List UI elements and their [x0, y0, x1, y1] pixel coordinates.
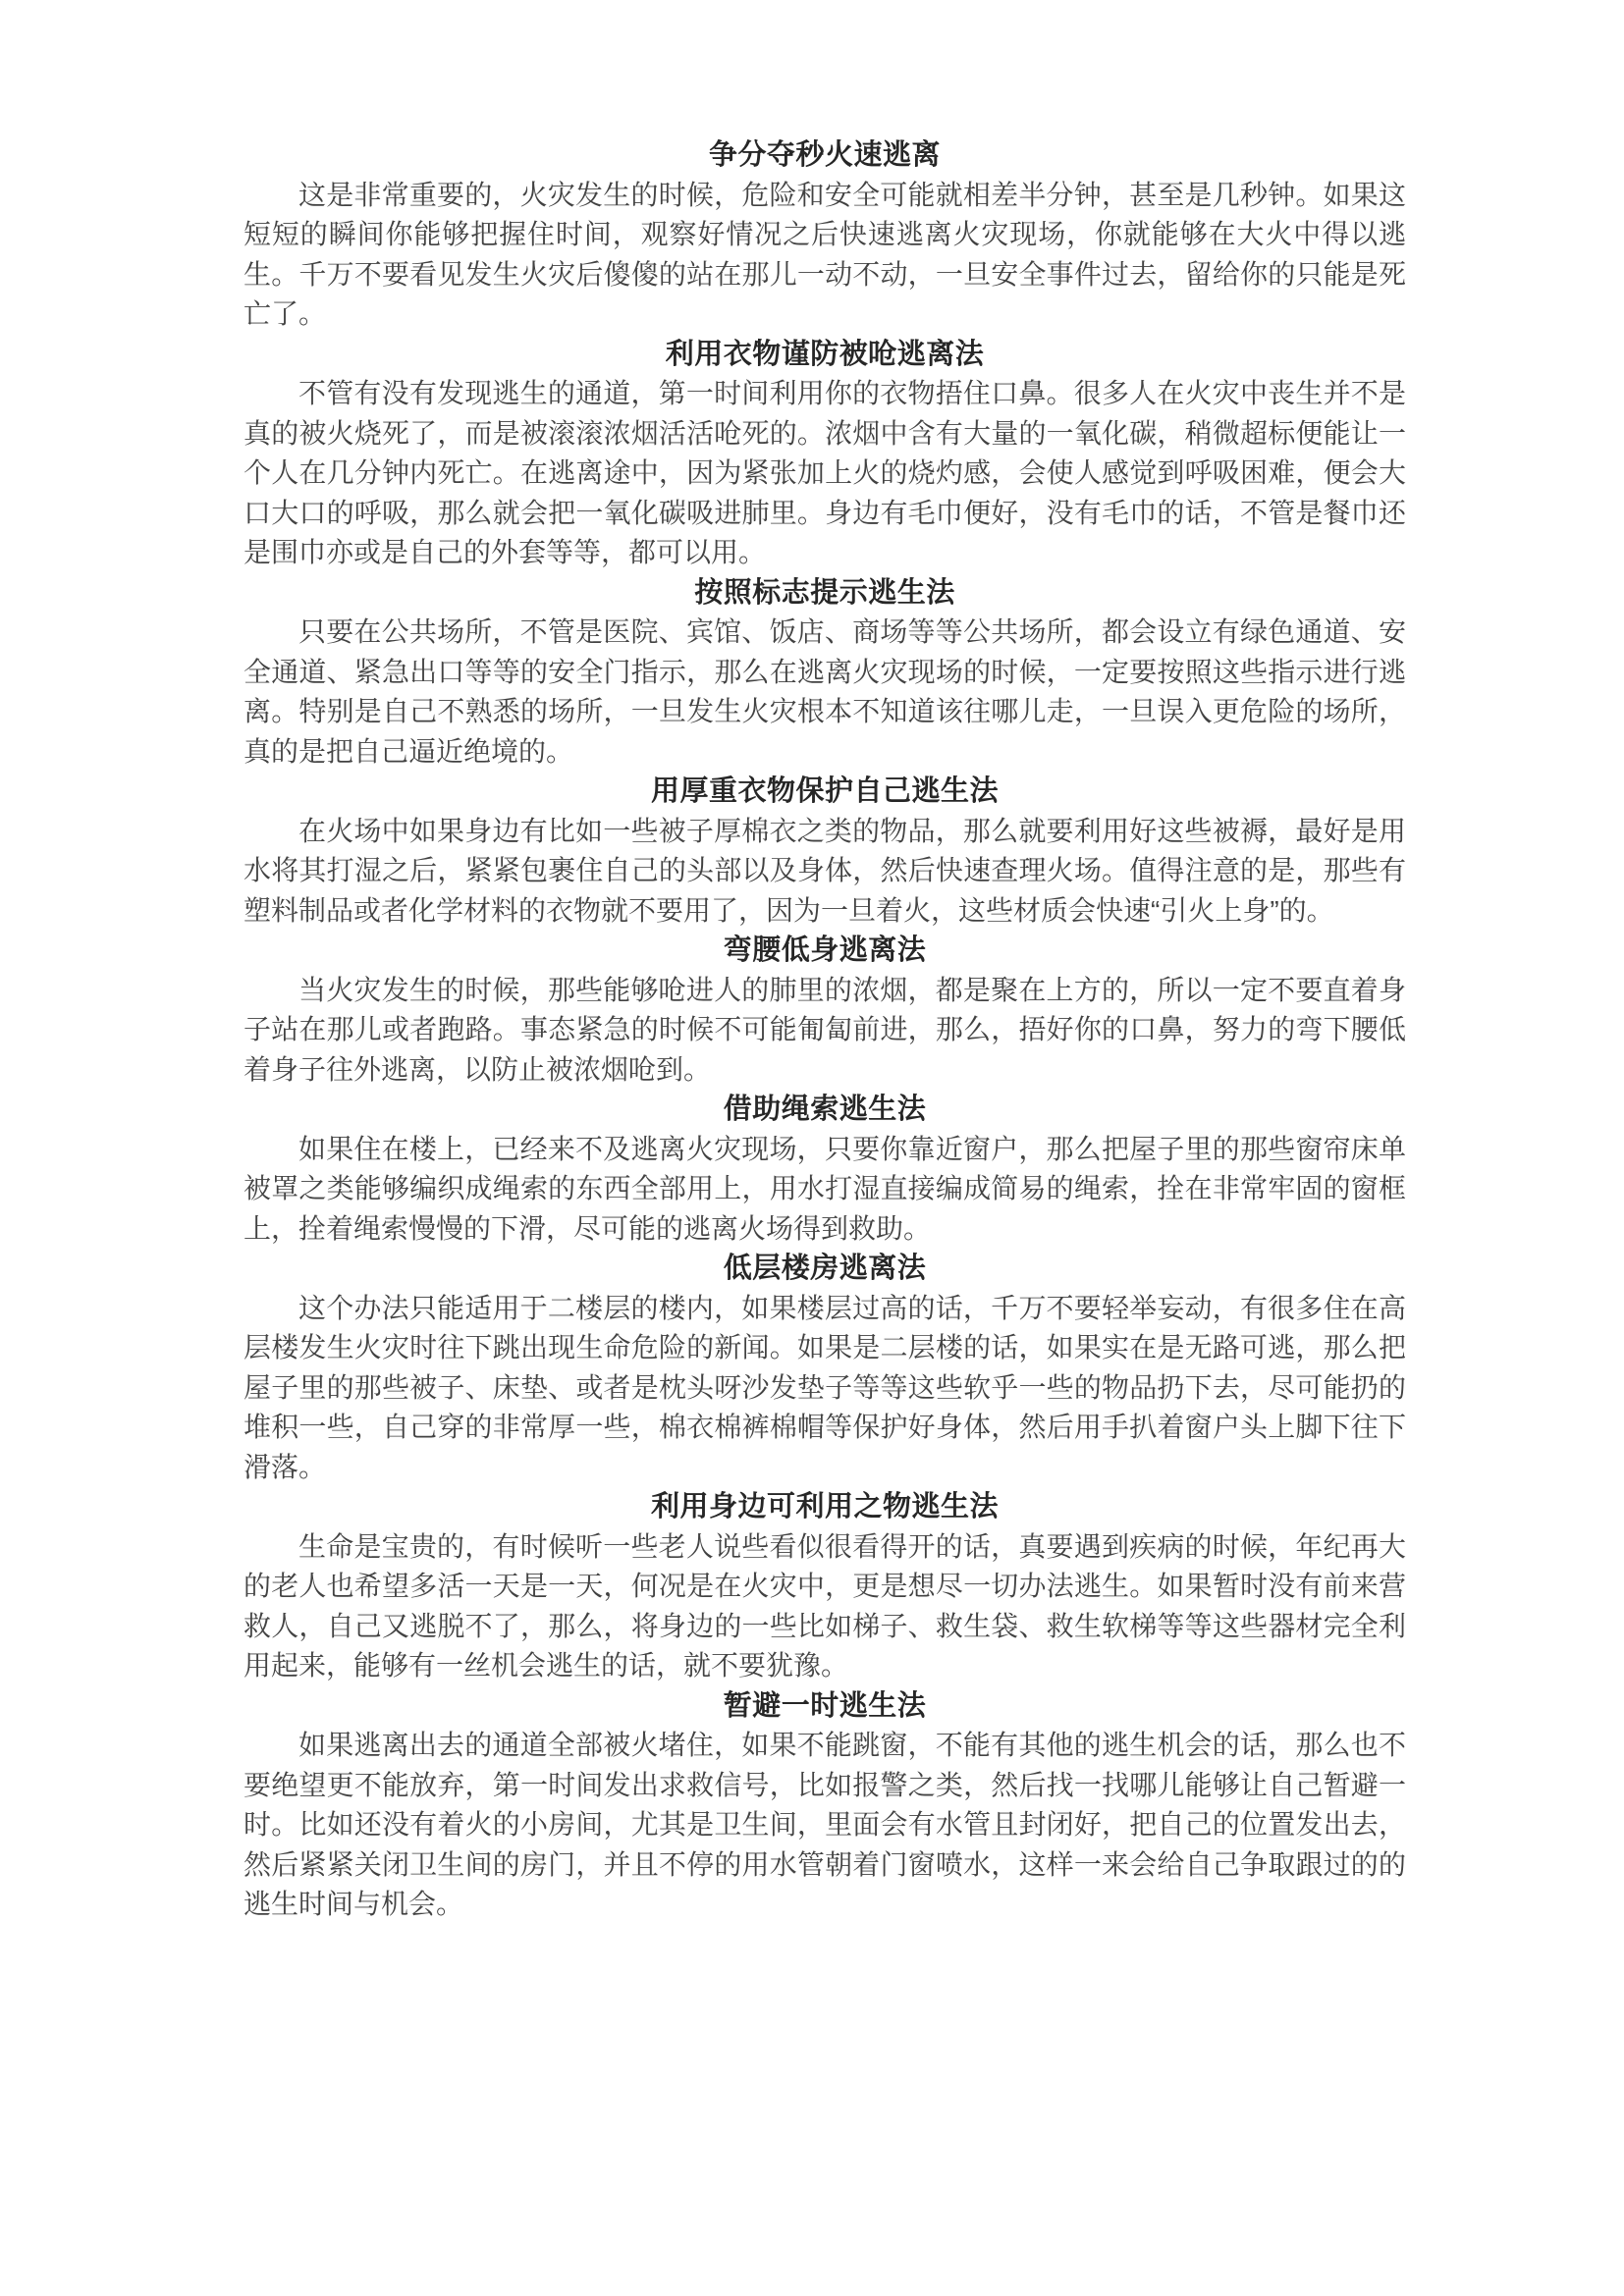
section-paragraph: 在火场中如果身边有比如一些被子厚棉衣之类的物品，那么就要利用好这些被褥，最好是用水将其打湿之后，紧紧包裹住自己的头部以及身体，然后快速查理火场。值得注意的是，那些有塑料制品或者化学材料的衣物就不要用了，因为一旦着火，这些材质会快速“引火上身”的。 — [244, 815, 1406, 926]
section — [244, 931, 1406, 1090]
section — [244, 573, 1406, 773]
section-heading: 借助绳索逃生法 — [723, 1094, 927, 1125]
section-paragraph: 只要在公共场所，不管是医院、宾馆、饭店、商场等等公共场所，都会设立有绿色通道、安全通道、紧急出口等等的安全门指示，那么在逃离火灾现场的时候，一定要按照这些指示进行逃离。特别是自己不熟悉的场所，一旦发生火灾根本不知道该往哪儿走，一旦误入更危险的场所，真的是把自己逼近绝境的。 — [244, 616, 1406, 767]
section — [244, 135, 1406, 335]
section-heading: 争分夺秒火速逃离 — [708, 139, 941, 171]
section — [244, 335, 1406, 573]
section — [244, 1686, 1406, 1925]
section-paragraph: 当火灾发生的时候，那些能够呛进人的肺里的浓烟，都是聚在上方的，所以一定不要直着身子站在那儿或者跑路。事态紧急的时候不可能匍匐前进，那么，捂好你的口鼻，努力的弯下腰低着身子往外逃离，以防止被浓烟呛到。 — [244, 974, 1406, 1085]
section-heading: 低层楼房逃离法 — [723, 1253, 927, 1284]
section-heading: 利用衣物谨防被呛逃离法 — [665, 338, 985, 370]
section-heading: 按照标志提示逃生法 — [694, 576, 955, 609]
section-paragraph: 如果住在楼上，已经来不及逃离火灾现场，只要你靠近窗户，那么把屋子里的那些窗帘床单被罩之类能够编织成绳索的东西全部用上，用水打湿直接编成简易的绳索，拴在非常牢固的窗框上，拴着绳索慢慢的下滑，尽可能的逃离火场得到救助。 — [244, 1133, 1406, 1244]
section-heading: 暂避一时逃生法 — [723, 1689, 927, 1722]
section-paragraph: 这是非常重要的，火灾发生的时候，危险和安全可能就相差半分钟，甚至是几秒钟。如果这短短的瞬间你能够把握住时间，观察好情况之后快速逃离火灾现场，你就能够在大火中得以逃生。千万不要看见发生火灾后傻傻的站在那儿一动不动，一旦安全事件过去，留给你的只能是死亡了。 — [244, 179, 1406, 329]
section — [244, 772, 1406, 931]
section — [244, 1090, 1406, 1249]
section — [244, 1487, 1406, 1686]
section-paragraph: 这个办法只能适用于二楼层的楼内，如果楼层过高的话，千万不要轻举妄动，有很多住在高层楼发生火灾时往下跳出现生命危险的新闻。如果是二层楼的话，如果实在是无路可逃，那么把屋子里的那些被子、床垫、或者是枕头呀沙发垫子等等这些软乎一些的物品扔下去，尽可能扔的堆积一些，自己穿的非常厚一些，棉衣棉裤棉帽等保护好身体，然后用手扒着窗户头上脚下往下滑落。 — [244, 1292, 1406, 1482]
section-paragraph: 如果逃离出去的通道全部被火堵住，如果不能跳窗，不能有其他的逃生机会的话，那么也不要绝望更不能放弃，第一时间发出求救信号，比如报警之类，然后找一找哪儿能够让自己暂避一时。比如还没有着火的小房间，尤其是卫生间，里面会有水管且封闭好，把自己的位置发出去，然后紧紧关闭卫生间的房门，并且不停的用水管朝着门窗喷水，这样一来会给自己争取跟过的的逃生时间与机会。 — [244, 1730, 1406, 1919]
section-paragraph: 不管有没有发现逃生的通道，第一时间利用你的衣物捂住口鼻。很多人在火灾中丧生并不是真的被火烧死了，而是被滚滚浓烟活活呛死的。浓烟中含有大量的一氧化碳，稍微超标便能让一个人在几分钟内死亡。在逃离途中，因为紧张加上火的烧灼感，会使人感觉到呼吸困难，便会大口大口的呼吸，那么就会把一氧化碳吸进肺里。身边有毛巾便好，没有毛巾的话，不管是餐巾还是围巾亦或是自己的外套等等，都可以用。 — [244, 378, 1406, 567]
section-paragraph: 生命是宝贵的，有时候听一些老人说些看似很看得开的话，真要遇到疾病的时候，年纪再大的老人也希望多活一天是一天，何况是在火灾中，更是想尽一切办法逃生。如果暂时没有前来营救人，自己又逃脱不了，那么，将身边的一些比如梯子、救生袋、救生软梯等等这些器材完全利用起来，能够有一丝机会逃生的话，就不要犹豫。 — [244, 1530, 1406, 1681]
section — [244, 1249, 1406, 1487]
section-heading: 弯腰低身逃离法 — [723, 934, 927, 966]
section-heading: 用厚重衣物保护自己逃生法 — [650, 775, 999, 807]
section-heading: 利用身边可利用之物逃生法 — [650, 1491, 999, 1522]
